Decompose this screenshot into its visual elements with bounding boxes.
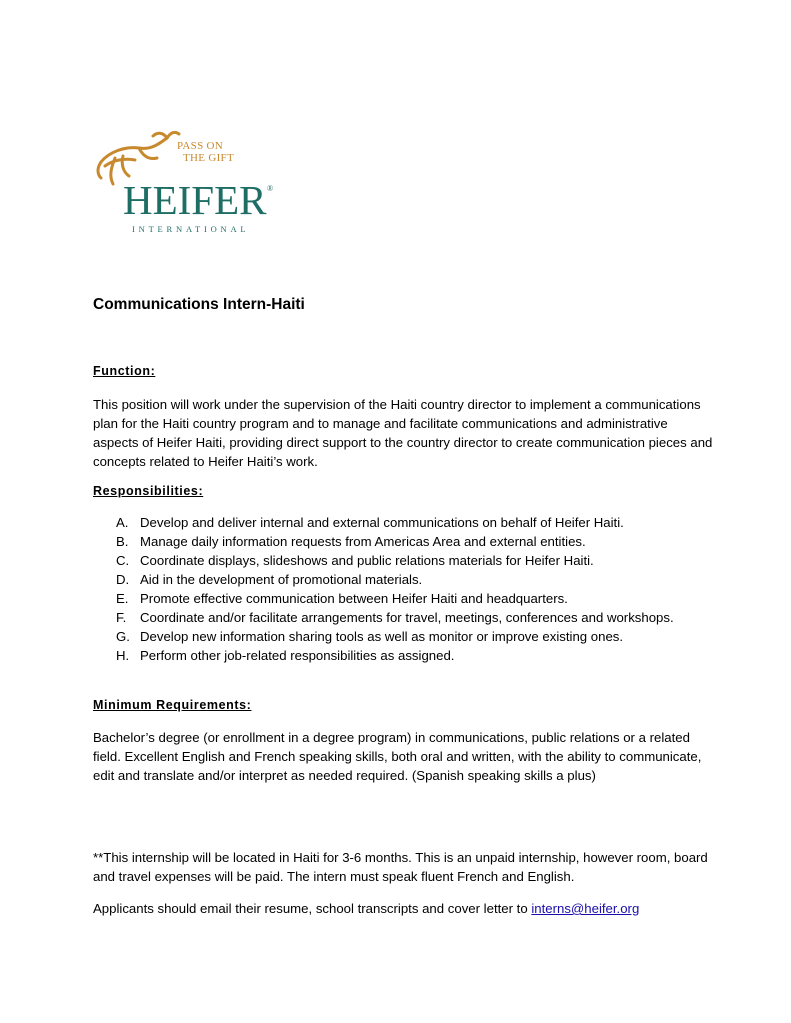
list-item-text: Manage daily information requests from Americas Area and external entities. [140,534,586,549]
internship-note: **This internship will be located in Haiti for 3-6 months. This is an unpaid internship, however room, board and travel expenses will be paid. The intern must speak fluent French and English. [93,850,708,884]
list-item [93,532,713,551]
page-title: Communications Intern-Haiti [93,296,305,313]
list-item [93,513,713,532]
logo-wordmark: HEIFER [123,177,267,223]
function-text: This position will work under the supervision of the Haiti country director to implement a communications plan for the Haiti country program and to manage and facilitate communications and administrative aspects of Heifer Haiti, providing direct support to the country director to create communication pieces and concepts related to Heifer Haiti’s work. [93,397,713,469]
list-letter: G. [116,629,130,644]
function-heading: Function: [93,364,156,378]
list-item-text: Coordinate displays, slideshows and public relations materials for Heifer Haiti. [140,553,594,568]
list-item [93,646,713,665]
list-item-text: Perform other job-related responsibilities as assigned. [140,648,455,663]
list-item-text: Develop new information sharing tools as well as monitor or improve existing ones. [140,629,624,644]
apply-instructions: Applicants should email their resume, school transcripts and cover letter to [93,901,532,916]
list-item [93,608,713,627]
list-item [93,551,713,570]
list-letter: H. [116,648,130,663]
registered-mark: ® [267,184,274,193]
responsibilities-list [93,513,713,665]
list-item [93,589,713,608]
apply-text [93,899,713,918]
list-letter: E. [116,591,129,606]
tagline-line-1: PASS ON [177,140,224,152]
list-letter: D. [116,572,130,587]
list-item [93,570,713,589]
heifer-logo [95,128,280,236]
list-item [93,627,713,646]
email-link[interactable]: interns@heifer.org [531,901,640,916]
logo-subtitle: INTERNATIONAL [132,224,250,234]
list-letter: F. [116,610,127,625]
requirements-text: Bachelor’s degree (or enrollment in a degree program) in communications, public relations or a related field. Excellent English and French speaking skills, both oral and written, with the ability to communicate, edit and translate and/or interpret as needed required. (Spanish speaking skills a plus) [93,730,702,783]
list-item-text: Coordinate and/or facilitate arrangements for travel, meetings, conferences and workshops. [140,610,674,625]
responsibilities-heading: Responsibilities: [93,484,204,498]
requirements-heading: Minimum Requirements: [93,698,252,712]
tagline-line-2: THE GIFT [183,152,234,164]
list-item-text: Aid in the development of promotional materials. [140,572,423,587]
list-letter: A. [116,515,129,530]
list-letter: B. [116,534,129,549]
list-item-text: Develop and deliver internal and external communications on behalf of Heifer Haiti. [140,515,624,530]
list-item-text: Promote effective communication between Heifer Haiti and headquarters. [140,591,568,606]
list-letter: C. [116,553,130,568]
